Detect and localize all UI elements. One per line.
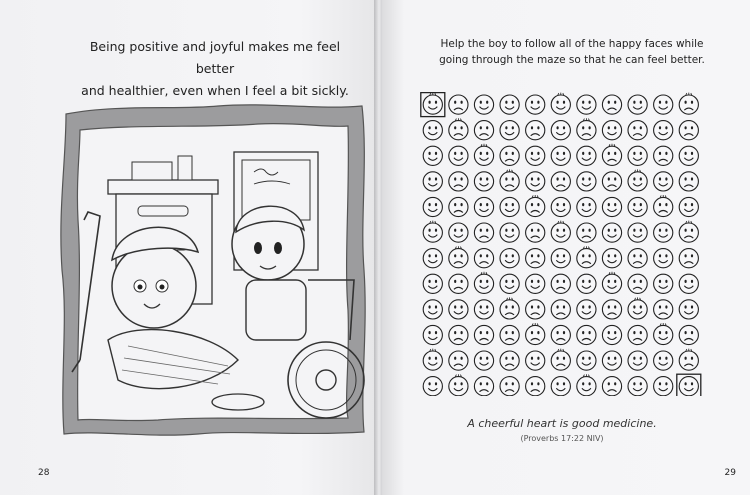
happy-face-icon[interactable] [500, 95, 519, 114]
happy-face-icon[interactable] [551, 121, 570, 140]
sad-face-icon[interactable] [602, 144, 621, 166]
happy-face-icon[interactable] [577, 146, 596, 165]
happy-face-icon[interactable] [423, 349, 442, 371]
sad-face-icon[interactable] [679, 249, 698, 268]
left-heading [70, 36, 360, 102]
sad-face-icon[interactable] [602, 300, 621, 319]
happy-face-icon[interactable] [423, 325, 442, 344]
happy-face-icon[interactable] [577, 95, 596, 114]
happy-face-icon[interactable] [474, 95, 493, 114]
sad-face-icon[interactable] [526, 377, 545, 396]
happy-face-icon[interactable] [654, 95, 673, 114]
left-heading-line-1: Being positive and joyful makes me feel better [89, 39, 341, 76]
happy-face-icon[interactable] [449, 300, 468, 319]
sad-face-icon[interactable] [500, 297, 519, 319]
sad-face-icon[interactable] [449, 197, 468, 216]
sad-face-icon[interactable] [500, 351, 519, 370]
smiley-maze [420, 92, 702, 396]
happy-face-icon[interactable] [449, 146, 468, 165]
happy-face-icon[interactable] [679, 146, 698, 165]
happy-face-icon[interactable] [602, 197, 621, 216]
happy-face-icon[interactable] [679, 300, 698, 319]
happy-face-icon[interactable] [551, 197, 570, 216]
happy-face-icon[interactable] [654, 377, 673, 396]
happy-face-icon[interactable] [500, 121, 519, 140]
sad-face-icon[interactable] [577, 246, 596, 268]
sad-face-icon[interactable] [654, 146, 673, 165]
happy-face-icon[interactable] [602, 272, 621, 294]
sad-face-icon[interactable] [628, 325, 647, 344]
happy-face-icon[interactable] [423, 274, 442, 293]
sad-face-icon[interactable] [628, 121, 647, 140]
sad-face-icon[interactable] [679, 325, 698, 344]
happy-face-icon[interactable] [577, 300, 596, 319]
happy-face-icon[interactable] [628, 351, 647, 370]
sad-face-icon[interactable] [449, 246, 468, 268]
sad-face-icon[interactable] [500, 146, 519, 165]
sad-face-icon[interactable] [449, 274, 468, 293]
happy-face-icon[interactable] [500, 274, 519, 293]
happy-face-icon[interactable] [500, 223, 519, 242]
sad-face-icon[interactable] [474, 249, 493, 268]
sad-face-icon[interactable] [628, 249, 647, 268]
sad-face-icon[interactable] [500, 169, 519, 191]
happy-face-icon[interactable] [474, 300, 493, 319]
sad-face-icon[interactable] [602, 95, 621, 114]
sad-face-icon[interactable] [654, 195, 673, 217]
happy-face-icon[interactable] [628, 377, 647, 396]
happy-face-icon[interactable] [526, 351, 545, 370]
sad-face-icon[interactable] [679, 172, 698, 191]
happy-face-icon[interactable] [602, 325, 621, 344]
happy-face-icon[interactable] [677, 374, 701, 396]
page-number-right: 29 [724, 468, 736, 478]
happy-face-icon[interactable] [654, 223, 673, 242]
happy-face-icon[interactable] [602, 249, 621, 268]
happy-face-icon[interactable] [679, 274, 698, 293]
happy-face-icon[interactable] [423, 249, 442, 268]
sad-face-icon[interactable] [526, 121, 545, 140]
happy-face-icon[interactable] [423, 377, 442, 396]
happy-face-icon[interactable] [449, 374, 468, 396]
happy-face-icon[interactable] [526, 172, 545, 191]
sad-face-icon[interactable] [526, 249, 545, 268]
happy-face-icon[interactable] [449, 223, 468, 242]
sad-face-icon[interactable] [474, 377, 493, 396]
happy-face-icon[interactable] [628, 146, 647, 165]
happy-face-icon[interactable] [602, 121, 621, 140]
sad-face-icon[interactable] [449, 351, 468, 370]
sad-face-icon[interactable] [474, 121, 493, 140]
happy-face-icon[interactable] [654, 249, 673, 268]
happy-face-icon[interactable] [654, 274, 673, 293]
happy-face-icon[interactable] [577, 172, 596, 191]
happy-face-icon[interactable] [474, 144, 493, 166]
happy-face-icon[interactable] [474, 172, 493, 191]
happy-face-icon[interactable] [423, 300, 442, 319]
happy-face-icon[interactable] [474, 272, 493, 294]
sad-face-icon[interactable] [474, 223, 493, 242]
sad-face-icon[interactable] [577, 325, 596, 344]
instruction-line-1: Help the boy to follow all of the happy faces while [440, 38, 704, 50]
happy-face-icon[interactable] [526, 146, 545, 165]
sad-face-icon[interactable] [551, 172, 570, 191]
happy-face-icon[interactable] [654, 323, 673, 345]
happy-face-icon[interactable] [577, 274, 596, 293]
sad-face-icon[interactable] [577, 118, 596, 140]
happy-face-icon[interactable] [654, 172, 673, 191]
sad-face-icon[interactable] [551, 349, 570, 371]
sad-face-icon[interactable] [679, 349, 698, 371]
verse-reference: (Proverbs 17:22 NIV) [520, 434, 604, 443]
sad-face-icon[interactable] [500, 325, 519, 344]
happy-face-icon[interactable] [577, 351, 596, 370]
sad-face-icon[interactable] [526, 323, 545, 345]
sad-face-icon[interactable] [449, 118, 468, 140]
sad-face-icon[interactable] [679, 121, 698, 140]
happy-face-icon[interactable] [577, 374, 596, 396]
happy-face-icon[interactable] [628, 169, 647, 191]
right-page [382, 0, 750, 495]
happy-face-icon[interactable] [602, 223, 621, 242]
happy-face-icon[interactable] [423, 146, 442, 165]
sad-face-icon[interactable] [449, 325, 468, 344]
sad-face-icon[interactable] [474, 325, 493, 344]
happy-face-icon[interactable] [551, 377, 570, 396]
happy-face-icon[interactable] [577, 197, 596, 216]
happy-face-icon[interactable] [628, 223, 647, 242]
happy-face-icon[interactable] [500, 197, 519, 216]
happy-face-icon[interactable] [526, 274, 545, 293]
sad-face-icon[interactable] [679, 221, 698, 243]
sad-face-icon[interactable] [449, 172, 468, 191]
happy-face-icon[interactable] [551, 221, 570, 243]
sad-face-icon[interactable] [526, 300, 545, 319]
happy-face-icon[interactable] [551, 93, 570, 115]
happy-face-icon[interactable] [474, 197, 493, 216]
coloring-illustration [58, 100, 370, 438]
happy-face-icon[interactable] [421, 93, 445, 117]
page-number-left: 28 [38, 468, 50, 478]
verse-caption: A cheerful heart is good medicine. [467, 417, 657, 430]
sad-face-icon[interactable] [551, 274, 570, 293]
happy-face-icon[interactable] [474, 351, 493, 370]
happy-face-icon[interactable] [423, 172, 442, 191]
sad-face-icon[interactable] [602, 172, 621, 191]
happy-face-icon[interactable] [628, 297, 647, 319]
sad-face-icon[interactable] [551, 300, 570, 319]
happy-face-icon[interactable] [551, 249, 570, 268]
sad-face-icon[interactable] [526, 195, 545, 217]
sad-face-icon[interactable] [654, 300, 673, 319]
happy-face-icon[interactable] [500, 249, 519, 268]
happy-face-icon[interactable] [423, 197, 442, 216]
happy-face-icon[interactable] [526, 95, 545, 114]
happy-face-icon[interactable] [423, 221, 442, 243]
happy-face-icon[interactable] [423, 121, 442, 140]
sad-face-icon[interactable] [500, 377, 519, 396]
instruction-line-2: going through the maze so that he can feel better. [439, 54, 705, 66]
sad-face-icon[interactable] [449, 95, 468, 114]
sad-face-icon[interactable] [679, 93, 698, 115]
happy-face-icon[interactable] [628, 197, 647, 216]
sad-face-icon[interactable] [551, 325, 570, 344]
sad-face-icon[interactable] [526, 223, 545, 242]
happy-face-icon[interactable] [679, 197, 698, 216]
happy-face-icon[interactable] [628, 95, 647, 114]
maze-instructions [422, 36, 722, 68]
sad-face-icon[interactable] [577, 223, 596, 242]
happy-face-icon[interactable] [551, 146, 570, 165]
sad-face-icon[interactable] [602, 377, 621, 396]
happy-face-icon[interactable] [654, 351, 673, 370]
happy-face-icon[interactable] [654, 121, 673, 140]
happy-face-icon[interactable] [602, 351, 621, 370]
sad-face-icon[interactable] [628, 274, 647, 293]
left-heading-line-2: and healthier, even when I feel a bit sickly. [81, 83, 349, 98]
